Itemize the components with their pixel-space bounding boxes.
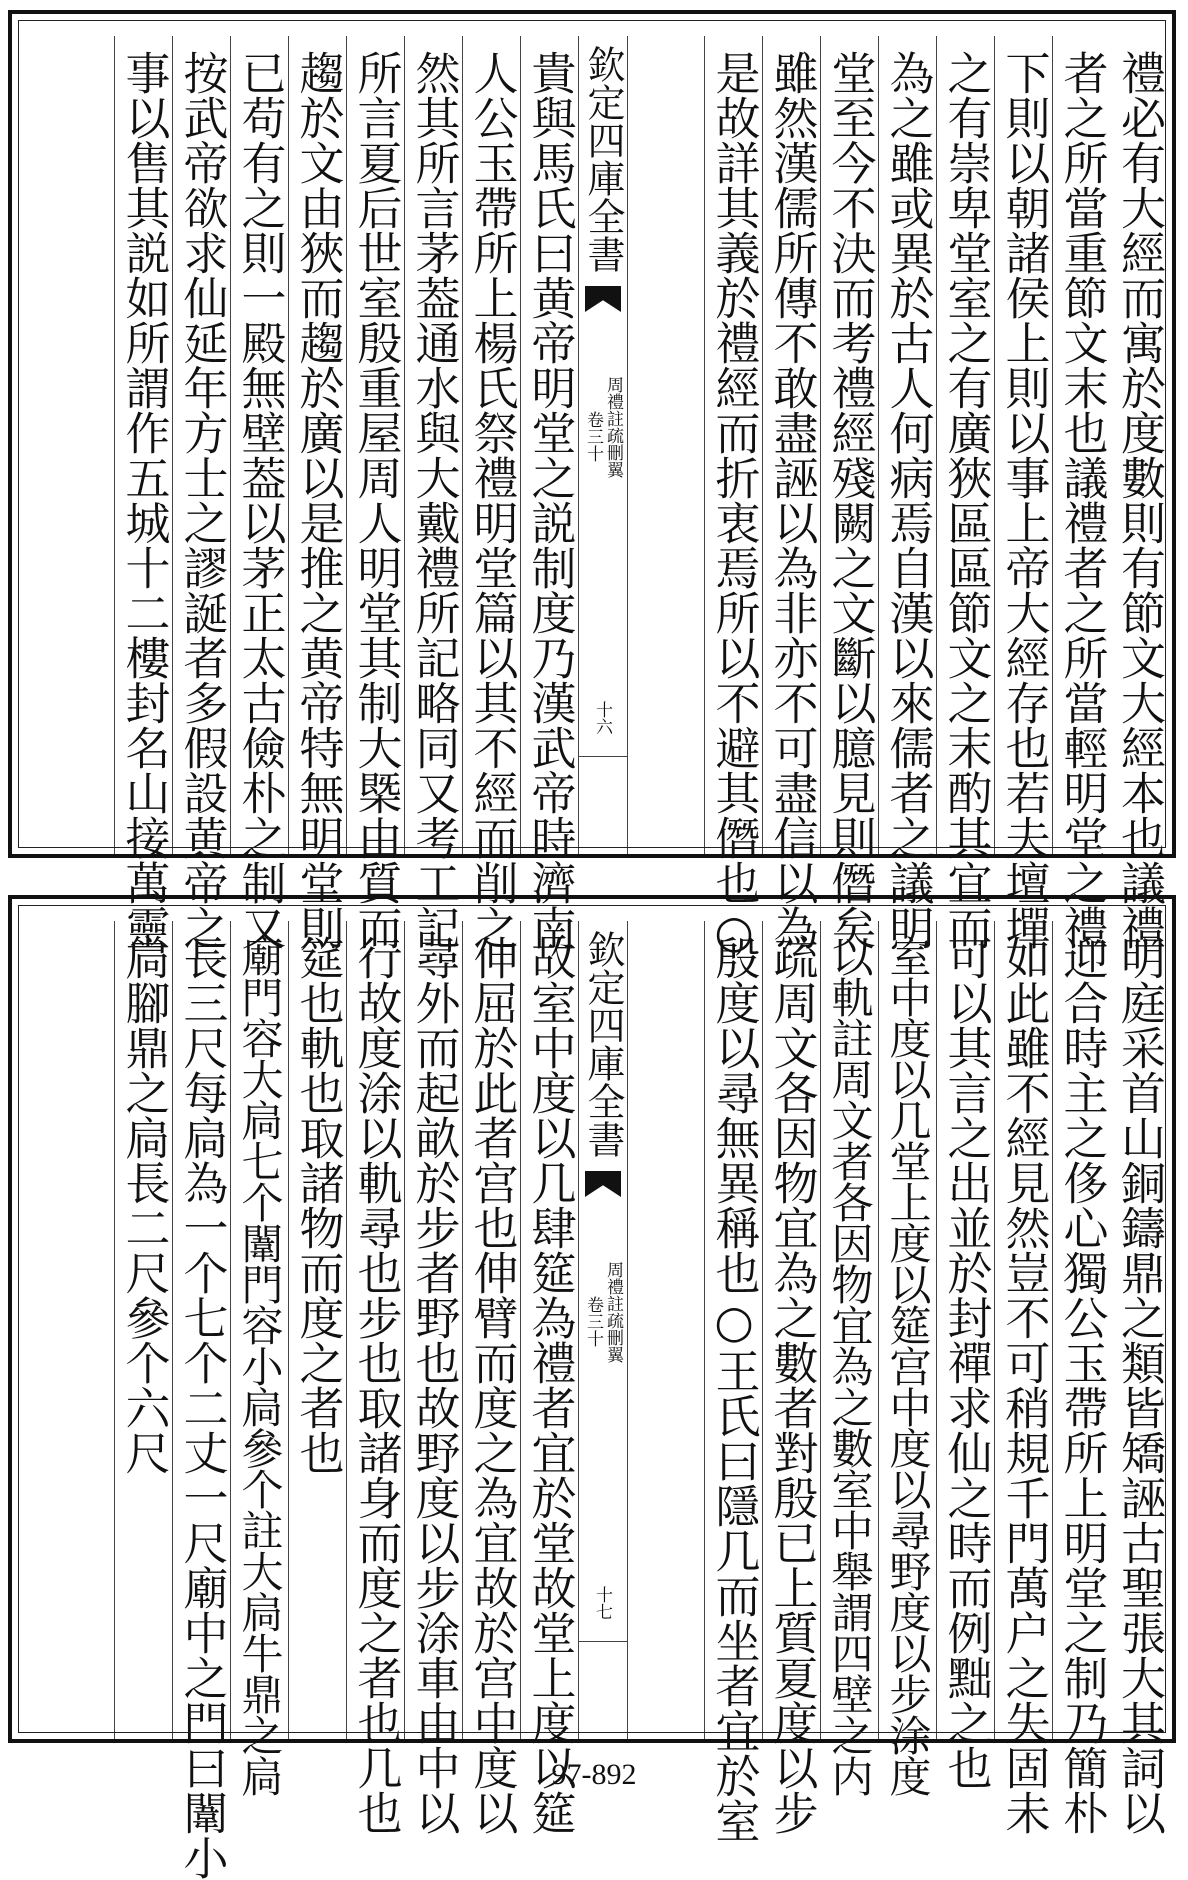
book-subtitle: 周禮註疏刪翼 <box>603 376 623 478</box>
book-title: 欽定四庫全書 <box>581 45 625 273</box>
text-column: 是故詳其義於禮經而折衷焉所以不避其僭也○ <box>704 36 762 854</box>
text-column: 為之雖或異於古人何病焉自漢以來儒者之議明 <box>878 36 936 854</box>
text-column: 禮必有大經而寓於度數則有節文大經本也議禮 <box>1113 50 1166 950</box>
text-column: 堂至今不決而考禮經殘闕之文斷以臆見則僭矣 <box>820 36 878 854</box>
gutter-rule <box>579 756 627 757</box>
center-gutter <box>578 921 628 1739</box>
text-column: 迎合時主之侈心獨公玉帶所上明堂之制乃簡朴 <box>1052 921 1110 1739</box>
text-column: 人公玉帶所上楊氏祭禮明堂篇以其不經而削之 <box>462 36 520 854</box>
text-column: 然其所言茅葢通水與大戴禮所記略同又考工記 <box>404 36 462 854</box>
page-number: 十七 <box>592 1586 612 1620</box>
page-number: 十六 <box>592 701 612 735</box>
volume-label: 卷三十 <box>583 411 603 462</box>
text-column: 疏周文各因物宜為之數者對殷已上質夏度以步 <box>762 921 820 1739</box>
text-column: 明庭采首山銅鑄鼎之類皆矯誣古聖張大其詞以 <box>1113 935 1166 1835</box>
text-column: 室中度以几堂上度以筵宫中度以尋野度以步涂度 <box>878 921 936 1739</box>
text-column: 雖然漢儒所傳不敢盡誣以為非亦不可盡信以為 <box>762 36 820 854</box>
text-column: 事以售其説如所謂作五城十二樓封名山接萬靈 <box>114 36 172 854</box>
fish-tail-mark-icon <box>585 286 621 312</box>
text-column: 故室中度以几肆筵為禮者宜於堂故堂上度以筵 <box>520 921 578 1739</box>
text-column: 殷度以尋無異稱也○王氏曰隱几而坐者宜於室 <box>704 921 762 1739</box>
text-column: 伸屈於此者宫也伸臂而度之為宜故於宫中度以 <box>462 921 520 1739</box>
text-column: 者之所當重節文末也議禮者之所當輕明堂之禮 <box>1052 36 1110 854</box>
text-column: 所言夏后世室殷重屋周人明堂其制大槩由質而 <box>346 36 404 854</box>
text-column: 貴與馬氏曰黄帝明堂之説制度乃漢武帝時濟南 <box>520 36 578 854</box>
text-column: 如此雖不經見然豈不可稍規千門萬户之失固未 <box>994 921 1052 1739</box>
top-page <box>8 10 1176 958</box>
text-column: 之有崇卑堂室之有廣狹區區節文之末酌其宜而 <box>936 36 994 854</box>
text-column: 行故度涂以軌尋也步也取諸身而度之者也几也 <box>346 921 404 1739</box>
text-column: 以軌註周文者各因物宜為之數室中舉謂四壁之内 <box>820 921 878 1739</box>
text-column: 可以其言之出並於封禪求仙之時而例黜之也 <box>936 921 994 1739</box>
text-column: 趨於文由狹而趨於廣以是推之黄帝特無明堂則 <box>288 36 346 854</box>
gutter-rule <box>579 1641 627 1642</box>
page-code: 97-892 <box>551 1758 637 1791</box>
text-column: 尋外而起畝於步者野也故野度以步涂車由中以 <box>404 921 462 1739</box>
text-column: 下則以朝諸侯上則以事上帝大經存也若夫壇墠 <box>994 36 1052 854</box>
text-column: 按武帝欲求仙延年方士之謬誕者多假設黄帝之 <box>172 36 230 854</box>
text-column: 筵也軌也取諸物而度之者也 <box>288 921 346 1739</box>
book-subtitle: 周禮註疏刪翼 <box>603 1261 623 1363</box>
text-column: 廟門容大扃七个闈門容小扃參个註大扃牛鼎之扃 <box>230 921 288 1739</box>
volume-label: 卷三十 <box>583 1296 603 1347</box>
fish-tail-mark-icon <box>585 1171 621 1197</box>
text-column: 已苟有之則一殿無壁葢以茅正太古儉朴之制又 <box>230 36 288 854</box>
book-title: 欽定四庫全書 <box>581 930 625 1158</box>
text-column: 長三尺每扃為一个七个二丈一尺廟中之門曰闈小 <box>172 921 230 1739</box>
center-gutter <box>578 36 628 854</box>
text-column: 扃腳鼎之扃長二尺參个六尺 <box>114 921 172 1739</box>
